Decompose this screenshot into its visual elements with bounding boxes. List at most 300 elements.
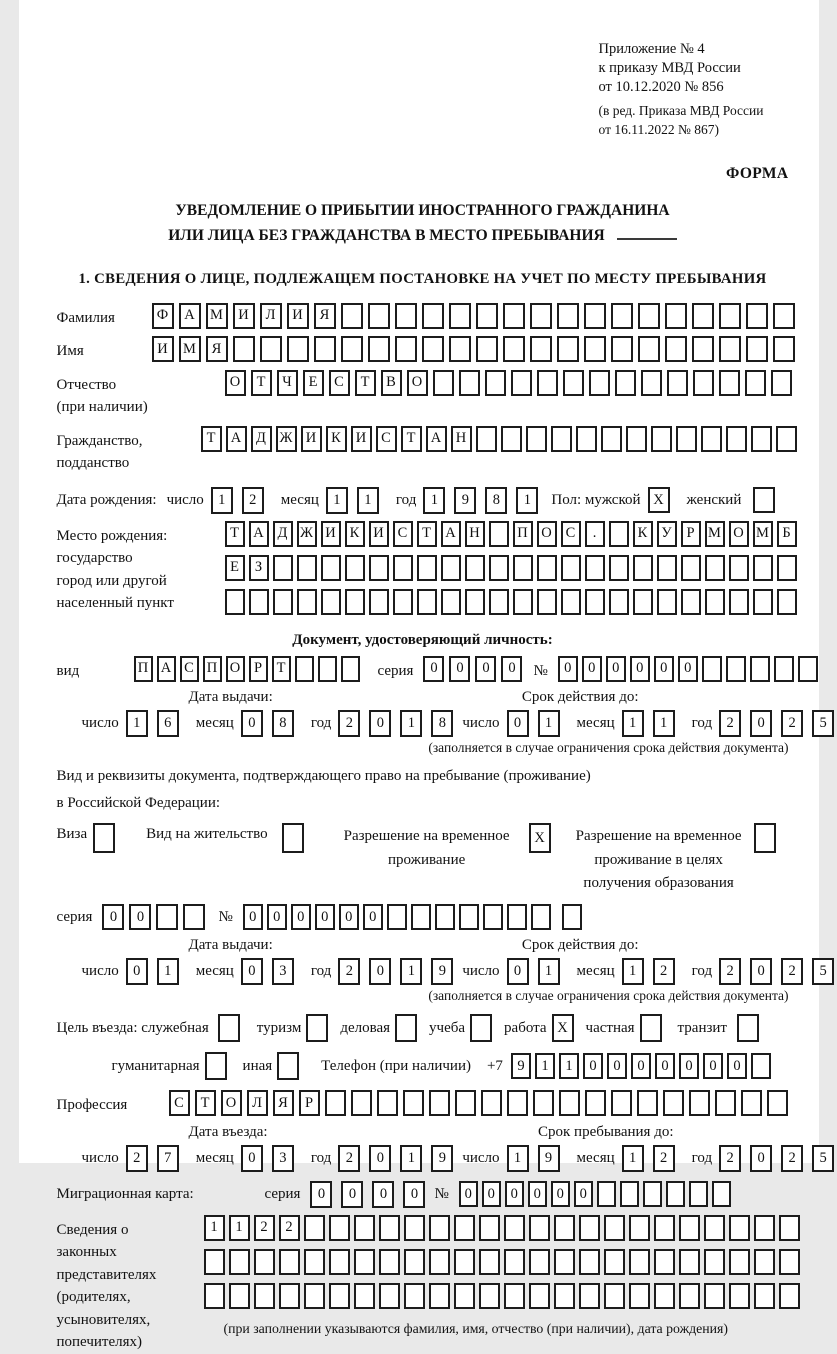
char-box[interactable]: [726, 426, 747, 452]
char-box[interactable]: [507, 1090, 528, 1116]
char-box[interactable]: 0: [606, 656, 626, 682]
char-box[interactable]: [501, 426, 522, 452]
char-box[interactable]: 2: [126, 1145, 148, 1172]
checkbox-temp-residence[interactable]: X: [529, 823, 551, 853]
char-box[interactable]: [345, 555, 365, 581]
char-box[interactable]: [287, 336, 309, 362]
char-box[interactable]: [559, 1090, 580, 1116]
char-box[interactable]: З: [249, 555, 269, 581]
char-box[interactable]: [726, 656, 746, 682]
char-box[interactable]: 2: [338, 710, 360, 737]
checkbox-purpose-tourism[interactable]: [306, 1014, 328, 1042]
char-box[interactable]: О: [221, 1090, 242, 1116]
char-box[interactable]: [754, 1283, 775, 1309]
char-box[interactable]: 0: [459, 1181, 478, 1207]
char-box[interactable]: [379, 1215, 400, 1241]
char-box[interactable]: [503, 303, 525, 329]
char-box[interactable]: [754, 1215, 775, 1241]
char-box[interactable]: 1: [559, 1053, 579, 1079]
char-box[interactable]: [507, 904, 527, 930]
char-box[interactable]: [657, 589, 677, 615]
char-box[interactable]: 0: [750, 1145, 772, 1172]
char-box[interactable]: [489, 555, 509, 581]
char-box[interactable]: 9: [511, 1053, 531, 1079]
char-box[interactable]: 0: [369, 958, 391, 985]
char-box[interactable]: 0: [310, 1181, 332, 1208]
char-box[interactable]: [773, 336, 795, 362]
char-box[interactable]: Р: [681, 521, 701, 547]
char-box[interactable]: [554, 1283, 575, 1309]
char-box[interactable]: [609, 521, 629, 547]
char-box[interactable]: [705, 555, 725, 581]
char-box[interactable]: [712, 1181, 731, 1207]
char-box[interactable]: [777, 555, 797, 581]
char-box[interactable]: 0: [267, 904, 287, 930]
char-box[interactable]: [279, 1283, 300, 1309]
char-box[interactable]: [579, 1283, 600, 1309]
char-box[interactable]: 1: [538, 710, 560, 737]
char-box[interactable]: [667, 370, 688, 396]
char-box[interactable]: [156, 904, 178, 930]
checkbox-purpose-work[interactable]: X: [552, 1014, 574, 1042]
char-box[interactable]: С: [180, 656, 199, 682]
char-box[interactable]: Н: [451, 426, 472, 452]
char-box[interactable]: Д: [251, 426, 272, 452]
char-box[interactable]: [745, 370, 766, 396]
char-box[interactable]: [404, 1215, 425, 1241]
char-box[interactable]: [561, 555, 581, 581]
char-box[interactable]: 2: [719, 1145, 741, 1172]
char-box[interactable]: [476, 303, 498, 329]
char-box[interactable]: 0: [475, 656, 496, 682]
char-box[interactable]: [369, 589, 389, 615]
char-box[interactable]: [369, 555, 389, 581]
char-box[interactable]: [229, 1283, 250, 1309]
char-box[interactable]: [620, 1181, 639, 1207]
char-box[interactable]: [604, 1215, 625, 1241]
char-box[interactable]: [773, 303, 795, 329]
char-box[interactable]: [551, 426, 572, 452]
char-box[interactable]: [504, 1249, 525, 1275]
char-box[interactable]: 3: [272, 1145, 294, 1172]
char-box[interactable]: [557, 303, 579, 329]
char-box[interactable]: [417, 589, 437, 615]
char-box[interactable]: [459, 904, 479, 930]
char-box[interactable]: [663, 1090, 684, 1116]
char-box[interactable]: [329, 1283, 350, 1309]
char-box[interactable]: 0: [558, 656, 578, 682]
checkbox-purpose-transit[interactable]: [737, 1014, 759, 1042]
checkbox-purpose-business[interactable]: [218, 1014, 240, 1042]
char-box[interactable]: [429, 1283, 450, 1309]
char-box[interactable]: [798, 656, 818, 682]
char-box[interactable]: [679, 1249, 700, 1275]
char-box[interactable]: [611, 336, 633, 362]
checkbox-temp-residence-edu[interactable]: [754, 823, 776, 853]
char-box[interactable]: [554, 1249, 575, 1275]
char-box[interactable]: [704, 1283, 725, 1309]
char-box[interactable]: [729, 1215, 750, 1241]
char-box[interactable]: [531, 904, 551, 930]
char-box[interactable]: Н: [465, 521, 485, 547]
char-box[interactable]: [295, 656, 314, 682]
char-box[interactable]: [637, 1090, 658, 1116]
checkbox-purpose-humanitarian[interactable]: [205, 1052, 227, 1080]
char-box[interactable]: [314, 336, 336, 362]
char-box[interactable]: [643, 1181, 662, 1207]
char-box[interactable]: С: [329, 370, 350, 396]
char-box[interactable]: [465, 555, 485, 581]
char-box[interactable]: [422, 303, 444, 329]
char-box[interactable]: 2: [653, 958, 675, 985]
char-box[interactable]: 0: [339, 904, 359, 930]
char-box[interactable]: 0: [528, 1181, 547, 1207]
char-box[interactable]: [513, 555, 533, 581]
char-box[interactable]: 5: [812, 1145, 834, 1172]
char-box[interactable]: 0: [582, 656, 602, 682]
char-box[interactable]: Т: [195, 1090, 216, 1116]
char-box[interactable]: 9: [538, 1145, 560, 1172]
char-box[interactable]: 1: [126, 710, 148, 737]
char-box[interactable]: [702, 656, 722, 682]
char-box[interactable]: Ж: [276, 426, 297, 452]
char-box[interactable]: [751, 1053, 771, 1079]
char-box[interactable]: [771, 370, 792, 396]
char-box[interactable]: [321, 555, 341, 581]
char-box[interactable]: [665, 303, 687, 329]
char-box[interactable]: [777, 589, 797, 615]
char-box[interactable]: [422, 336, 444, 362]
char-box[interactable]: [254, 1283, 275, 1309]
char-box[interactable]: 2: [719, 958, 741, 985]
char-box[interactable]: [665, 336, 687, 362]
char-box[interactable]: [561, 589, 581, 615]
char-box[interactable]: [454, 1215, 475, 1241]
char-box[interactable]: 1: [622, 1145, 644, 1172]
char-box[interactable]: 0: [630, 656, 650, 682]
char-box[interactable]: [204, 1283, 225, 1309]
char-box[interactable]: А: [179, 303, 201, 329]
char-box[interactable]: [297, 555, 317, 581]
char-box[interactable]: 0: [631, 1053, 651, 1079]
char-box[interactable]: [681, 555, 701, 581]
char-box[interactable]: 0: [129, 904, 151, 930]
char-box[interactable]: 1: [357, 487, 379, 514]
char-box[interactable]: 1: [538, 958, 560, 985]
char-box[interactable]: [479, 1215, 500, 1241]
char-box[interactable]: О: [729, 521, 749, 547]
char-box[interactable]: 0: [655, 1053, 675, 1079]
char-box[interactable]: И: [301, 426, 322, 452]
char-box[interactable]: [329, 1249, 350, 1275]
char-box[interactable]: [441, 555, 461, 581]
char-box[interactable]: 1: [535, 1053, 555, 1079]
char-box[interactable]: [304, 1283, 325, 1309]
char-box[interactable]: [704, 1215, 725, 1241]
char-box[interactable]: [633, 589, 653, 615]
char-box[interactable]: [705, 589, 725, 615]
char-box[interactable]: А: [226, 426, 247, 452]
char-box[interactable]: [297, 589, 317, 615]
char-box[interactable]: [529, 1249, 550, 1275]
checkbox-sex-male[interactable]: X: [648, 487, 670, 513]
char-box[interactable]: [537, 589, 557, 615]
char-box[interactable]: [279, 1249, 300, 1275]
char-box[interactable]: [504, 1215, 525, 1241]
checkbox-residence-permit[interactable]: [282, 823, 304, 853]
char-box[interactable]: 8: [485, 487, 507, 514]
char-box[interactable]: [489, 589, 509, 615]
char-box[interactable]: [562, 904, 582, 930]
char-box[interactable]: Л: [247, 1090, 268, 1116]
char-box[interactable]: [345, 589, 365, 615]
char-box[interactable]: 3: [272, 958, 294, 985]
char-box[interactable]: [741, 1090, 762, 1116]
char-box[interactable]: [395, 336, 417, 362]
char-box[interactable]: С: [169, 1090, 190, 1116]
char-box[interactable]: [554, 1215, 575, 1241]
char-box[interactable]: Р: [299, 1090, 320, 1116]
char-box[interactable]: [719, 303, 741, 329]
char-box[interactable]: [779, 1215, 800, 1241]
char-box[interactable]: 0: [507, 958, 529, 985]
char-box[interactable]: М: [753, 521, 773, 547]
char-box[interactable]: И: [369, 521, 389, 547]
char-box[interactable]: 0: [423, 656, 444, 682]
char-box[interactable]: 0: [501, 656, 522, 682]
char-box[interactable]: [404, 1249, 425, 1275]
char-box[interactable]: 0: [574, 1181, 593, 1207]
char-box[interactable]: 0: [551, 1181, 570, 1207]
char-box[interactable]: [626, 426, 647, 452]
char-box[interactable]: И: [351, 426, 372, 452]
char-box[interactable]: [537, 555, 557, 581]
char-box[interactable]: О: [407, 370, 428, 396]
char-box[interactable]: [641, 370, 662, 396]
char-box[interactable]: 0: [241, 958, 263, 985]
char-box[interactable]: Е: [225, 555, 245, 581]
char-box[interactable]: 8: [431, 710, 453, 737]
char-box[interactable]: 2: [781, 1145, 803, 1172]
char-box[interactable]: 1: [400, 710, 422, 737]
checkbox-purpose-private[interactable]: [640, 1014, 662, 1042]
char-box[interactable]: [511, 370, 532, 396]
char-box[interactable]: [676, 426, 697, 452]
char-box[interactable]: [753, 589, 773, 615]
char-box[interactable]: 0: [403, 1181, 425, 1208]
char-box[interactable]: [260, 336, 282, 362]
char-box[interactable]: [459, 370, 480, 396]
char-box[interactable]: [504, 1283, 525, 1309]
checkbox-visa[interactable]: [93, 823, 115, 853]
char-box[interactable]: [368, 336, 390, 362]
char-box[interactable]: К: [326, 426, 347, 452]
char-box[interactable]: О: [537, 521, 557, 547]
char-box[interactable]: У: [657, 521, 677, 547]
char-box[interactable]: [719, 336, 741, 362]
char-box[interactable]: С: [561, 521, 581, 547]
char-box[interactable]: [654, 1283, 675, 1309]
char-box[interactable]: [465, 589, 485, 615]
char-box[interactable]: [273, 555, 293, 581]
char-box[interactable]: М: [179, 336, 201, 362]
char-box[interactable]: [530, 336, 552, 362]
char-box[interactable]: 0: [449, 656, 470, 682]
char-box[interactable]: [692, 303, 714, 329]
char-box[interactable]: О: [225, 370, 246, 396]
char-box[interactable]: 2: [254, 1215, 275, 1241]
char-box[interactable]: [701, 426, 722, 452]
char-box[interactable]: 1: [400, 958, 422, 985]
char-box[interactable]: [611, 303, 633, 329]
char-box[interactable]: 6: [157, 710, 179, 737]
char-box[interactable]: [729, 555, 749, 581]
char-box[interactable]: [476, 426, 497, 452]
char-box[interactable]: [454, 1283, 475, 1309]
char-box[interactable]: 0: [241, 710, 263, 737]
char-box[interactable]: 1: [400, 1145, 422, 1172]
char-box[interactable]: Е: [303, 370, 324, 396]
char-box[interactable]: [654, 1249, 675, 1275]
char-box[interactable]: [489, 521, 509, 547]
char-box[interactable]: 0: [727, 1053, 747, 1079]
char-box[interactable]: [679, 1215, 700, 1241]
char-box[interactable]: [563, 370, 584, 396]
char-box[interactable]: 2: [242, 487, 264, 514]
char-box[interactable]: 0: [369, 710, 391, 737]
char-box[interactable]: [393, 589, 413, 615]
char-box[interactable]: 1: [229, 1215, 250, 1241]
char-box[interactable]: [601, 426, 622, 452]
char-box[interactable]: [629, 1249, 650, 1275]
char-box[interactable]: [704, 1249, 725, 1275]
checkbox-purpose-other[interactable]: [277, 1052, 299, 1080]
char-box[interactable]: 7: [157, 1145, 179, 1172]
char-box[interactable]: [585, 1090, 606, 1116]
char-box[interactable]: Т: [251, 370, 272, 396]
char-box[interactable]: [229, 1249, 250, 1275]
char-box[interactable]: [767, 1090, 788, 1116]
char-box[interactable]: 2: [279, 1215, 300, 1241]
char-box[interactable]: [585, 589, 605, 615]
char-box[interactable]: [604, 1249, 625, 1275]
char-box[interactable]: [746, 336, 768, 362]
char-box[interactable]: 2: [719, 710, 741, 737]
char-box[interactable]: [633, 555, 653, 581]
char-box[interactable]: [455, 1090, 476, 1116]
char-box[interactable]: [351, 1090, 372, 1116]
char-box[interactable]: [638, 336, 660, 362]
char-box[interactable]: А: [249, 521, 269, 547]
char-box[interactable]: Т: [201, 426, 222, 452]
char-box[interactable]: [579, 1215, 600, 1241]
char-box[interactable]: [681, 589, 701, 615]
char-box[interactable]: К: [345, 521, 365, 547]
char-box[interactable]: Я: [273, 1090, 294, 1116]
char-box[interactable]: И: [287, 303, 309, 329]
char-box[interactable]: [576, 426, 597, 452]
char-box[interactable]: [204, 1249, 225, 1275]
checkbox-purpose-commercial[interactable]: [395, 1014, 417, 1042]
char-box[interactable]: Т: [355, 370, 376, 396]
char-box[interactable]: 2: [338, 1145, 360, 1172]
char-box[interactable]: [729, 1249, 750, 1275]
char-box[interactable]: 0: [750, 958, 772, 985]
char-box[interactable]: В: [381, 370, 402, 396]
char-box[interactable]: [597, 1181, 616, 1207]
char-box[interactable]: [481, 1090, 502, 1116]
char-box[interactable]: 0: [372, 1181, 394, 1208]
char-box[interactable]: [579, 1249, 600, 1275]
char-box[interactable]: [368, 303, 390, 329]
char-box[interactable]: 1: [204, 1215, 225, 1241]
char-box[interactable]: [379, 1249, 400, 1275]
char-box[interactable]: Б: [777, 521, 797, 547]
char-box[interactable]: [483, 904, 503, 930]
char-box[interactable]: [692, 336, 714, 362]
char-box[interactable]: [779, 1283, 800, 1309]
char-box[interactable]: 0: [703, 1053, 723, 1079]
char-box[interactable]: [529, 1283, 550, 1309]
char-box[interactable]: [779, 1249, 800, 1275]
char-box[interactable]: П: [134, 656, 153, 682]
char-box[interactable]: [183, 904, 205, 930]
char-box[interactable]: [693, 370, 714, 396]
char-box[interactable]: [318, 656, 337, 682]
char-box[interactable]: [441, 589, 461, 615]
char-box[interactable]: [403, 1090, 424, 1116]
char-box[interactable]: [746, 303, 768, 329]
char-box[interactable]: 0: [363, 904, 383, 930]
char-box[interactable]: А: [426, 426, 447, 452]
char-box[interactable]: [776, 426, 797, 452]
char-box[interactable]: [329, 1215, 350, 1241]
char-box[interactable]: Ж: [297, 521, 317, 547]
char-box[interactable]: 0: [291, 904, 311, 930]
char-box[interactable]: [379, 1283, 400, 1309]
char-box[interactable]: [417, 555, 437, 581]
char-box[interactable]: 0: [241, 1145, 263, 1172]
char-box[interactable]: 0: [126, 958, 148, 985]
char-box[interactable]: [354, 1215, 375, 1241]
char-box[interactable]: [513, 589, 533, 615]
char-box[interactable]: 9: [431, 1145, 453, 1172]
char-box[interactable]: К: [633, 521, 653, 547]
char-box[interactable]: 0: [505, 1181, 524, 1207]
char-box[interactable]: С: [393, 521, 413, 547]
char-box[interactable]: [233, 336, 255, 362]
char-box[interactable]: [529, 1215, 550, 1241]
char-box[interactable]: [454, 1249, 475, 1275]
char-box[interactable]: [354, 1249, 375, 1275]
char-box[interactable]: [387, 904, 407, 930]
char-box[interactable]: [341, 336, 363, 362]
char-box[interactable]: [611, 1090, 632, 1116]
char-box[interactable]: 0: [341, 1181, 363, 1208]
char-box[interactable]: 1: [653, 710, 675, 737]
char-box[interactable]: [689, 1181, 708, 1207]
char-box[interactable]: 0: [678, 656, 698, 682]
char-box[interactable]: [729, 1283, 750, 1309]
char-box[interactable]: А: [441, 521, 461, 547]
char-box[interactable]: [479, 1283, 500, 1309]
char-box[interactable]: 2: [781, 958, 803, 985]
char-box[interactable]: [629, 1215, 650, 1241]
char-box[interactable]: 0: [750, 710, 772, 737]
char-box[interactable]: Л: [260, 303, 282, 329]
char-box[interactable]: И: [152, 336, 174, 362]
checkbox-sex-female[interactable]: [753, 487, 775, 513]
